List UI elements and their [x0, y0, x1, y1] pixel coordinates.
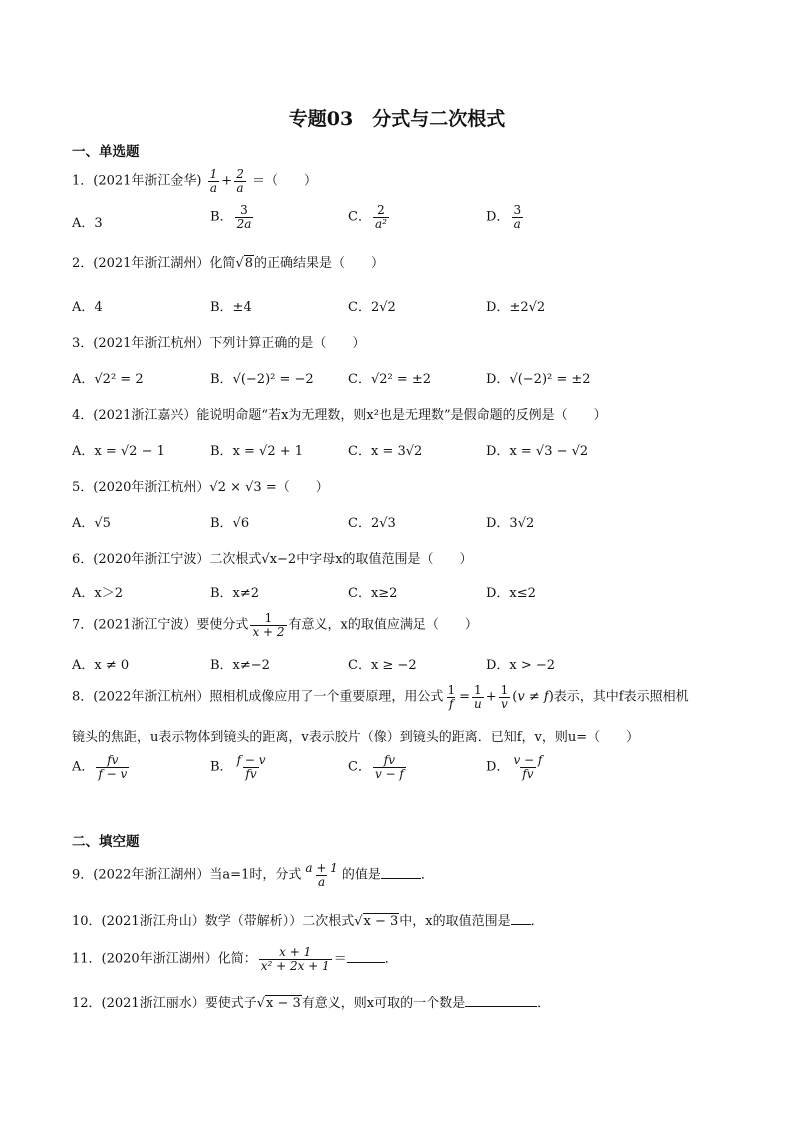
q4-option-c[interactable]: C．x = 3√2: [348, 444, 423, 459]
question-8-line-2: 镜头的焦距，u表示物体到镜头的距离，v表示胶片（像）到镜头的距离．已知f，v，则u=（ ）: [72, 730, 640, 745]
question-9: 9．(2022年浙江湖州）当a=1时，分式 $\frac{a + 1}{a}$ 的值是 ．: [72, 861, 434, 889]
q2-option-c[interactable]: C．2√2: [348, 300, 396, 315]
section-heading-fill-blank: 二、填空题: [72, 834, 140, 850]
q1-suffix: ＝（ ）: [251, 173, 317, 189]
q4-option-a[interactable]: A．x = √2 − 1: [72, 444, 165, 459]
q7-frac: $\frac{1}{x + 2}$: [252, 611, 285, 639]
q5-option-a[interactable]: A．√5: [72, 516, 111, 531]
q2-option-a[interactable]: A．4: [72, 300, 103, 315]
q3-option-a[interactable]: A．√2² = 2: [72, 372, 144, 387]
question-2: 2．(2021年浙江湖州）化简√8的正确结果是（ ）: [72, 256, 385, 271]
q6-option-a[interactable]: A．x＞2: [72, 586, 123, 601]
q6-option-b[interactable]: B．x≠2: [210, 586, 260, 601]
q11-answer-blank[interactable]: [347, 950, 385, 963]
q10-answer-blank[interactable]: [511, 912, 531, 925]
q1-option-b[interactable]: B． $\frac{3}{2a}$: [210, 203, 252, 231]
page-title: 专题03 分式与二次根式: [288, 108, 506, 130]
q7-option-a[interactable]: A．x ≠ 0: [72, 658, 130, 673]
q1-option-a[interactable]: A．3: [72, 216, 103, 231]
q6-option-c[interactable]: C．x≥2: [348, 586, 398, 601]
section-heading-single-choice: 一、单选题: [72, 144, 140, 160]
q9-answer-blank[interactable]: [381, 866, 421, 879]
q8-option-d[interactable]: D． $\frac{v - f}{fv}$: [486, 753, 543, 781]
q3-option-c[interactable]: C．√2² = ±2: [348, 372, 432, 387]
question-4: 4．(2021浙江嘉兴）能说明命题“若x为无理数，则x²也是无理数”是假命题的反例是（ ）: [72, 408, 607, 423]
q8-option-a[interactable]: A． $\frac{fv}{f - v}$: [72, 753, 128, 781]
q5-option-c[interactable]: C．2√3: [348, 516, 396, 531]
q1-frac-2: $\frac{2}{a}$: [236, 167, 244, 195]
q3-option-b[interactable]: B．√(−2)² = −2: [210, 372, 314, 387]
q8-option-c[interactable]: C． $\frac{fv}{v - f}$: [348, 753, 404, 781]
q2-option-b[interactable]: B．±4: [210, 300, 252, 315]
question-3: 3．(2021年浙江杭州）下列计算正确的是（ ）: [72, 336, 366, 351]
q12-answer-blank[interactable]: [465, 994, 537, 1007]
q1-frac-1: $\frac{1}{a}$: [209, 167, 218, 195]
q6-option-d[interactable]: D．x≤2: [486, 586, 536, 601]
q5-option-d[interactable]: D．3√2: [486, 516, 535, 531]
q3-option-d[interactable]: D．√(−2)² = ±2: [486, 372, 591, 387]
q7-option-d[interactable]: D．x > −2: [486, 658, 556, 673]
q1-option-d[interactable]: D． $\frac{3}{a}$: [486, 203, 522, 231]
q7-option-c[interactable]: C．x ≥ −2: [348, 658, 417, 673]
q2-option-d[interactable]: D．±2√2: [486, 300, 546, 315]
question-5: 5．(2020年浙江杭州）√2 × √3 =（ ）: [72, 480, 329, 495]
question-6: 6．(2020年浙江宁波）二次根式√x−2中字母x的取值范围是（ ）: [72, 552, 473, 567]
question-8-line-1: 8．(2022年浙江杭州）照相机成像应用了一个重要原理，用公式 $\frac{1}{f}$ = $\frac{1}{u}$ + $\frac{1}{v}$ (v ≠ f)表示，其中f表示照相机: [72, 683, 689, 711]
q1-prefix: 1．(2021年浙江金华): [72, 173, 202, 189]
question-10: 10．(2021浙江舟山）数学（带解析））二次根式√x − 3中，x的取值范围是 ．: [72, 914, 544, 929]
question-1: 1．(2021年浙江金华) $\frac{1}{a}$ + $\frac{2}{a}$ ＝（ ）: [72, 167, 317, 195]
question-12: 12．(2021浙江丽水）要使式子√x − 3有意义，则x可取的一个数是 ．: [72, 996, 551, 1011]
q4-option-d[interactable]: D．x = √3 − √2: [486, 444, 589, 459]
q4-option-b[interactable]: B．x = √2 + 1: [210, 444, 304, 459]
q7-option-b[interactable]: B．x≠−2: [210, 658, 270, 673]
q8-option-b[interactable]: B． $\frac{f - v}{fv}$: [210, 753, 266, 781]
q1-option-c[interactable]: C． $\frac{2}{\text{a²}}$: [348, 203, 387, 231]
question-11: 11．(2020年浙江湖州）化简： $\frac{x + 1}{\text{x² + 2x + 1}}$ ＝ ．: [72, 945, 398, 973]
question-7: 7．(2021浙江宁波）要使分式 $\frac{1}{x + 2}$ 有意义，x的取值应满足（ ）: [72, 611, 478, 639]
q5-option-b[interactable]: B．√6: [210, 516, 250, 531]
